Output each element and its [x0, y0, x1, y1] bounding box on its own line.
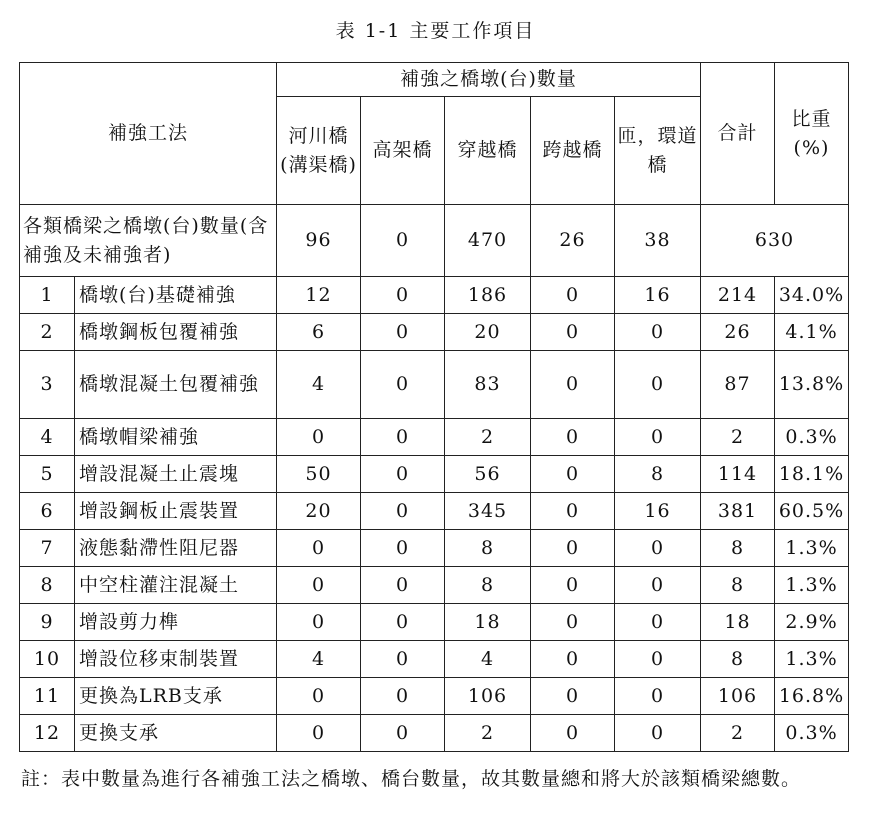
row-number: 2 [20, 314, 75, 351]
row-total: 2 [701, 419, 775, 456]
row-ratio: 13.8% [775, 351, 849, 419]
row-value: 56 [445, 456, 531, 493]
row-method-name: 增設位移束制裝置 [75, 641, 277, 678]
row-value: 0 [277, 530, 361, 567]
row-value: 6 [277, 314, 361, 351]
row-value: 0 [531, 314, 615, 351]
row-value: 0 [531, 715, 615, 752]
row-number: 4 [20, 419, 75, 456]
row-value: 0 [531, 530, 615, 567]
header-col-river: 河川橋(溝渠橋) [277, 97, 361, 205]
row-value: 83 [445, 351, 531, 419]
row-value: 0 [361, 678, 445, 715]
row-value: 0 [361, 456, 445, 493]
row-value: 12 [277, 277, 361, 314]
row-value: 0 [277, 604, 361, 641]
row-value: 0 [615, 604, 701, 641]
row-value: 20 [445, 314, 531, 351]
table-row [20, 715, 849, 752]
row-value: 0 [361, 604, 445, 641]
row-value: 0 [615, 567, 701, 604]
row-ratio: 1.3% [775, 530, 849, 567]
row-total: 381 [701, 493, 775, 530]
row-value: 8 [445, 567, 531, 604]
header-col-viaduct: 高架橋 [361, 97, 445, 205]
row-number: 3 [20, 351, 75, 419]
row-value: 0 [531, 604, 615, 641]
header-col-ramp: 匝，環道橋 [615, 97, 701, 205]
table-caption: 表 1-1 主要工作項目 [335, 20, 536, 42]
row-value: 0 [531, 678, 615, 715]
table-row [20, 641, 849, 678]
row-value: 0 [277, 567, 361, 604]
row-value: 0 [615, 641, 701, 678]
row-ratio: 4.1% [775, 314, 849, 351]
header-total: 合計 [701, 63, 775, 205]
row-value: 0 [531, 493, 615, 530]
table-row [20, 419, 849, 456]
row-method-name: 增設混凝土止震塊 [75, 456, 277, 493]
row-value: 0 [531, 351, 615, 419]
row-ratio: 1.3% [775, 641, 849, 678]
row-value: 2 [445, 715, 531, 752]
row-value: 4 [277, 351, 361, 419]
summary-value: 26 [531, 205, 615, 277]
table-row [20, 530, 849, 567]
row-method-name: 增設鋼板止震裝置 [75, 493, 277, 530]
row-value: 16 [615, 493, 701, 530]
table-row [20, 493, 849, 530]
row-number: 5 [20, 456, 75, 493]
row-value: 8 [445, 530, 531, 567]
header-col-overpass: 跨越橋 [531, 97, 615, 205]
row-method-name: 中空柱灌注混凝土 [75, 567, 277, 604]
row-value: 0 [615, 419, 701, 456]
row-value: 4 [445, 641, 531, 678]
row-ratio: 18.1% [775, 456, 849, 493]
row-number: 6 [20, 493, 75, 530]
row-value: 50 [277, 456, 361, 493]
row-value: 16 [615, 277, 701, 314]
header-method: 補強工法 [20, 63, 277, 205]
table-row [20, 604, 849, 641]
header-ratio: 比重(%) [775, 63, 849, 205]
row-value: 0 [615, 351, 701, 419]
row-value: 20 [277, 493, 361, 530]
row-total: 214 [701, 277, 775, 314]
row-total: 8 [701, 530, 775, 567]
row-number: 10 [20, 641, 75, 678]
row-total: 8 [701, 567, 775, 604]
row-value: 0 [277, 678, 361, 715]
row-value: 0 [361, 567, 445, 604]
table-row [20, 314, 849, 351]
row-total: 2 [701, 715, 775, 752]
row-total: 8 [701, 641, 775, 678]
table-row [20, 678, 849, 715]
table-row [20, 456, 849, 493]
table-row [20, 277, 849, 314]
row-method-name: 更換支承 [75, 715, 277, 752]
row-number: 1 [20, 277, 75, 314]
row-value: 2 [445, 419, 531, 456]
row-value: 0 [361, 530, 445, 567]
work-items-table [19, 62, 849, 752]
row-method-name: 橋墩混凝土包覆補強 [75, 351, 277, 419]
row-ratio: 60.5% [775, 493, 849, 530]
row-value: 0 [615, 314, 701, 351]
table-body [20, 63, 849, 752]
row-value: 186 [445, 277, 531, 314]
row-number: 12 [20, 715, 75, 752]
header-group: 補強之橋墩(台)數量 [277, 63, 701, 97]
header-col-underpass: 穿越橋 [445, 97, 531, 205]
row-value: 0 [615, 530, 701, 567]
table-row [20, 351, 849, 419]
row-value: 0 [531, 456, 615, 493]
row-ratio: 0.3% [775, 419, 849, 456]
summary-value: 96 [277, 205, 361, 277]
row-total: 26 [701, 314, 775, 351]
row-value: 0 [361, 641, 445, 678]
row-total: 18 [701, 604, 775, 641]
row-value: 0 [531, 277, 615, 314]
row-ratio: 0.3% [775, 715, 849, 752]
row-ratio: 34.0% [775, 277, 849, 314]
summary-label: 各類橋梁之橋墩(台)數量(含補強及未補強者) [20, 205, 277, 277]
row-value: 18 [445, 604, 531, 641]
row-method-name: 液態黏滯性阻尼器 [75, 530, 277, 567]
row-number: 7 [20, 530, 75, 567]
row-ratio: 16.8% [775, 678, 849, 715]
row-number: 8 [20, 567, 75, 604]
table-row [20, 567, 849, 604]
row-ratio: 2.9% [775, 604, 849, 641]
row-number: 11 [20, 678, 75, 715]
row-value: 0 [277, 715, 361, 752]
row-ratio: 1.3% [775, 567, 849, 604]
row-method-name: 橋墩鋼板包覆補強 [75, 314, 277, 351]
row-value: 0 [361, 493, 445, 530]
row-value: 106 [445, 678, 531, 715]
row-number: 9 [20, 604, 75, 641]
row-value: 0 [615, 678, 701, 715]
row-method-name: 橋墩帽梁補強 [75, 419, 277, 456]
row-method-name: 橋墩(台)基礎補強 [75, 277, 277, 314]
summary-value: 470 [445, 205, 531, 277]
row-value: 0 [277, 419, 361, 456]
row-value: 0 [531, 419, 615, 456]
row-value: 4 [277, 641, 361, 678]
row-total: 106 [701, 678, 775, 715]
row-total: 87 [701, 351, 775, 419]
table-note: 註：表中數量為進行各補強工法之橋墩、橋台數量，故其數量總和將大於該類橋梁總數。 [21, 768, 802, 790]
row-value: 0 [361, 277, 445, 314]
summary-row [20, 205, 849, 277]
summary-total: 630 [701, 205, 849, 277]
row-value: 0 [615, 715, 701, 752]
row-value: 0 [531, 641, 615, 678]
row-value: 0 [361, 419, 445, 456]
header-row-1 [20, 63, 849, 97]
summary-value: 0 [361, 205, 445, 277]
row-value: 0 [361, 314, 445, 351]
row-method-name: 更換為LRB支承 [75, 678, 277, 715]
summary-value: 38 [615, 205, 701, 277]
row-total: 114 [701, 456, 775, 493]
row-value: 8 [615, 456, 701, 493]
row-method-name: 增設剪力榫 [75, 604, 277, 641]
row-value: 345 [445, 493, 531, 530]
row-value: 0 [531, 567, 615, 604]
row-value: 0 [361, 351, 445, 419]
row-value: 0 [361, 715, 445, 752]
